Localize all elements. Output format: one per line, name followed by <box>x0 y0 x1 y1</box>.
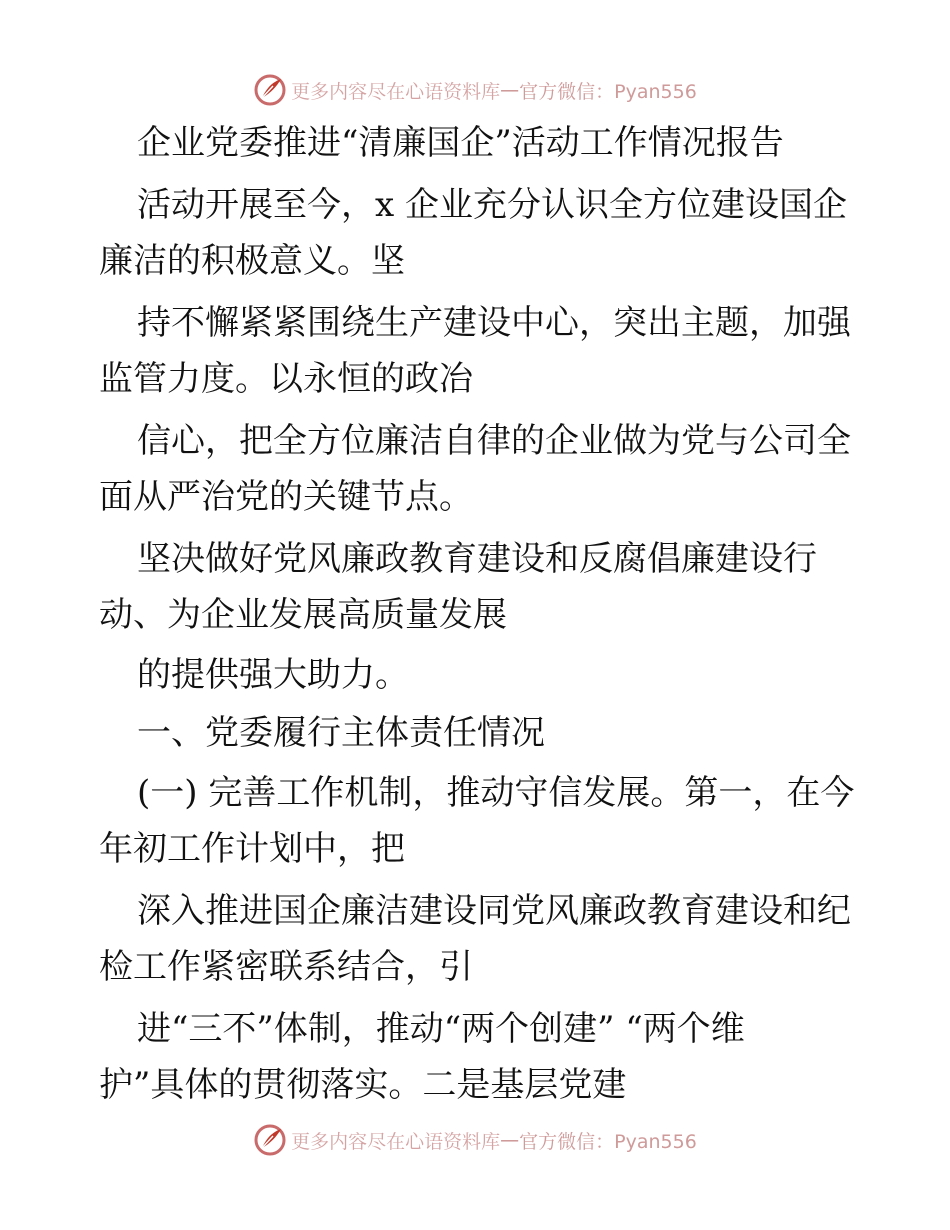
text-line: 监管力度。以永恒的政冶 <box>99 359 473 399</box>
text-line: 年初工作计划中，把 <box>99 829 405 869</box>
footer-watermark <box>0 1120 950 1160</box>
text-line: 活动开展至今，x 企业充分认识全方位建设国企 <box>137 185 847 225</box>
text-line: 持不懈紧紧围绕生产建设中心，突出主题，加强 <box>137 303 851 343</box>
text-line: 检工作紧密联系结合，引 <box>99 947 473 987</box>
watermark-lead: 更多内容尽在心语资料库 <box>291 80 501 103</box>
quill-logo-icon <box>253 73 287 107</box>
text-line: 动、为企业发展高质量发展 <box>99 595 507 635</box>
watermark-wechat: 官方微信：Pyan556 <box>519 1130 697 1153</box>
text-line: 廉洁的积极意义。坚 <box>99 241 405 281</box>
text-line: 的提供强大助力。 <box>137 655 409 695</box>
watermark-separator: — <box>500 1129 520 1151</box>
watermark-separator: — <box>500 79 520 101</box>
watermark-wechat: 官方微信：Pyan556 <box>519 80 697 103</box>
section-heading: 一、党委履行主体责任情况 <box>137 713 545 753</box>
text-line: 进“三不”体制，推动“两个创建” “两个维 <box>137 1009 745 1049</box>
text-line: 护”具体的贯彻落实。二是基层党建 <box>99 1065 627 1105</box>
text-line: (一) 完善工作机制，推动守信发展。第一，在今 <box>137 773 855 813</box>
text-line: 坚决做好党风廉政教育建设和反腐倡廉建设行 <box>137 539 817 579</box>
document-title: 企业党委推进“清廉国企”活动工作情况报告 <box>137 123 784 163</box>
header-watermark <box>0 70 950 110</box>
quill-logo-icon <box>253 1123 287 1157</box>
text-line: 面从严治党的关键节点。 <box>99 477 473 517</box>
text-line: 深入推进国企廉洁建设同党风廉政教育建设和纪 <box>137 891 851 931</box>
text-line: 信心，把全方位廉洁自律的企业做为党与公司全 <box>137 421 851 461</box>
watermark-lead: 更多内容尽在心语资料库 <box>291 1130 501 1153</box>
